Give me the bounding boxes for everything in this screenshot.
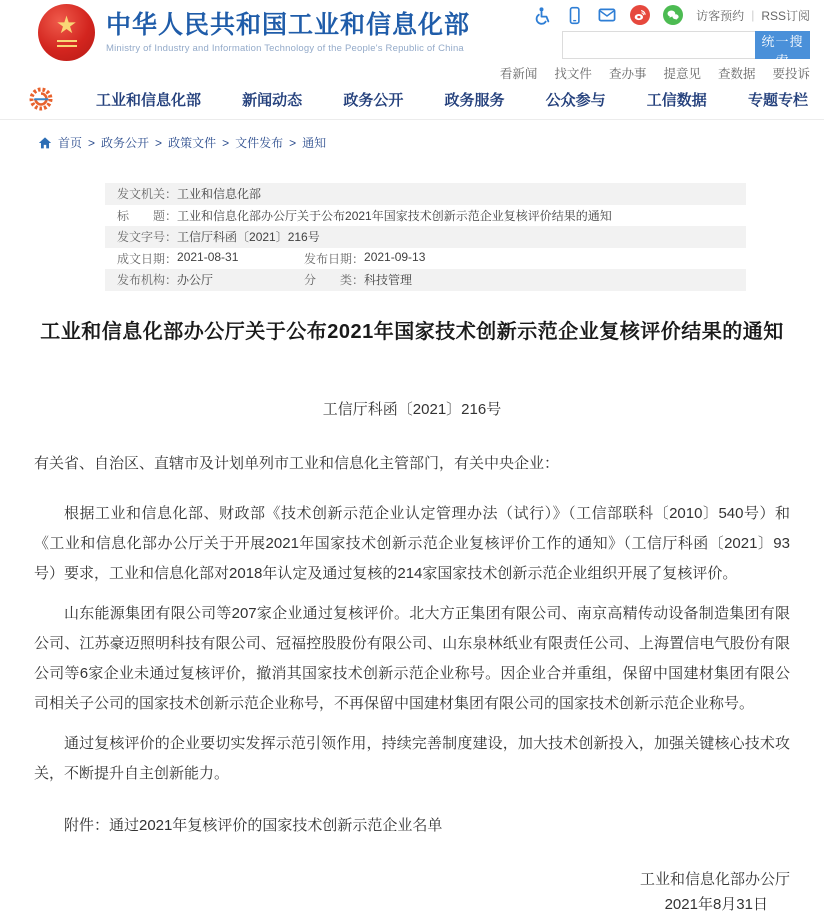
- nav-item-miit[interactable]: 工业和信息化部: [96, 91, 202, 109]
- nav-item-gov-disclosure[interactable]: 政务公开: [343, 91, 404, 109]
- meta-row-title: [105, 205, 746, 227]
- site-logo[interactable]: [38, 4, 470, 61]
- meta-value: 2021-08-31: [177, 249, 239, 264]
- article-doc-number: 工信厅科函〔2021〕216号: [322, 400, 502, 418]
- meta-value: 科技管理: [364, 273, 413, 288]
- signature-agency: 工业和信息化部办公厅: [639, 870, 790, 888]
- meta-row-dates: [105, 248, 746, 270]
- meta-row-publisher-category: [105, 269, 746, 291]
- article-title: 工业和信息化部办公厅关于公布2021年国家技术创新示范企业复核评价结果的通知: [40, 320, 784, 343]
- quick-links: [500, 64, 810, 82]
- nav-item-news[interactable]: 新闻动态: [242, 91, 303, 109]
- meta-label: 标 题：: [117, 208, 178, 223]
- article-salutation: 有关省、自治区、直辖市及计划单列市工业和信息化主管部门，有关中央企业：: [34, 454, 560, 472]
- quick-link-documents[interactable]: 找文件: [554, 67, 592, 81]
- breadcrumb-policy-documents[interactable]: 政策文件: [168, 136, 217, 150]
- mobile-icon[interactable]: [564, 5, 584, 25]
- nav-item-public-participation[interactable]: 公众参与: [545, 91, 606, 109]
- accessibility-icon[interactable]: [531, 5, 551, 25]
- meta-value: 工业和信息化部办公厅关于公布2021年国家技术创新示范企业复核评价结果的通知: [177, 208, 612, 223]
- topbar: [531, 5, 810, 25]
- meta-value: 2021-09-13: [364, 249, 426, 264]
- meta-label: 发文字号：: [117, 230, 178, 245]
- article-paragraph: 山东能源集团有限公司等207家企业通过复核评价。北大方正集团有限公司、南京高精传动设备制造集团有限公司、江苏豪迈照明科技有限公司、冠福控股股份有限公司、山东泉林纸业有限责任公司、上海置信电气股份有限公司等6家企业未通过复核评价，撤消其国家技术创新示范企业称号。因企业合并重组，保留中国建材集团有限公司相关子公司的国家技术创新示范企业称号，不再保留中国建材集团有限公司的国家技术创新示范企业称号。: [34, 604, 790, 712]
- nav-item-miit-data[interactable]: 工信数据: [646, 91, 707, 109]
- meta-value: 工业和信息化部: [177, 187, 262, 202]
- article-attachment-line: 附件：通过2021年复核评价的国家技术创新示范企业名单: [64, 816, 443, 834]
- quick-link-suggestions[interactable]: 提意见: [663, 67, 701, 81]
- search-input[interactable]: [562, 31, 755, 59]
- national-emblem-icon: ★: [38, 4, 95, 61]
- breadcrumb-separator: >: [155, 135, 163, 150]
- meta-value: 工信厅科函〔2021〕216号: [177, 230, 320, 245]
- article: [34, 318, 790, 917]
- signature-block: [34, 867, 790, 917]
- quick-link-complaints[interactable]: 要投诉: [772, 67, 810, 81]
- signature-date: 2021年8月31日: [664, 895, 768, 913]
- breadcrumb-gov-disclosure[interactable]: 政务公开: [101, 136, 150, 150]
- breadcrumb-separator: >: [88, 135, 96, 150]
- nav-item-special-topics[interactable]: 专题专栏: [747, 91, 808, 109]
- weibo-icon[interactable]: [630, 5, 650, 25]
- quick-link-services[interactable]: 查办事: [608, 67, 647, 81]
- meta-row-issuing-agency: [105, 183, 746, 205]
- article-paragraph: 通过复核评价的企业要切实发挥示范引领作用，持续完善制度建设，加大技术创新投入，加强关键核心技术攻关，不断提升自主创新能力。: [34, 734, 790, 782]
- breadcrumb-separator: >: [289, 135, 297, 150]
- miit-gear-logo-icon: [28, 86, 54, 112]
- main-nav: [0, 79, 824, 120]
- wechat-icon[interactable]: [663, 5, 683, 25]
- breadcrumb-home[interactable]: 首页: [58, 136, 83, 150]
- mail-icon[interactable]: [597, 5, 617, 25]
- quick-link-data[interactable]: 查数据: [717, 67, 756, 81]
- home-icon[interactable]: [38, 136, 52, 150]
- unified-search-button[interactable]: 统一搜索: [755, 31, 810, 59]
- topbar-divider: |: [751, 8, 755, 22]
- meta-value: 办公厅: [177, 273, 214, 288]
- meta-label: 分 类：: [304, 273, 365, 288]
- nav-item-gov-services[interactable]: 政务服务: [444, 91, 505, 109]
- search-bar: [562, 31, 810, 68]
- site-header: [0, 0, 824, 79]
- rss-subscribe-link[interactable]: RSS订阅: [761, 8, 810, 23]
- site-subtitle: Ministry of Industry and Information Technology of the People's Republic of China: [106, 43, 464, 55]
- breadcrumb: [38, 134, 824, 151]
- breadcrumb-separator: >: [222, 135, 230, 150]
- meta-row-doc-number: [105, 226, 746, 248]
- breadcrumb-document-release[interactable]: 文件发布: [235, 136, 284, 150]
- breadcrumb-notice[interactable]: 通知: [302, 136, 327, 150]
- meta-label: 发布日期：: [304, 251, 365, 266]
- quick-link-news[interactable]: 看新闻: [499, 67, 538, 81]
- document-meta-table: [105, 183, 746, 291]
- meta-label: 发布机构：: [117, 273, 178, 288]
- visitor-appointment-link[interactable]: 访客预约: [696, 8, 745, 23]
- article-paragraph: 根据工业和信息化部、财政部《技术创新示范企业认定管理办法（试行）》（工信部联科〔2010〕540号）和《工业和信息化部办公厅关于开展2021年国家技术创新示范企业复核评价工作的通知》（工信厅科函〔2021〕93号）要求，工业和信息化部对2018年认定及通过复核的214家国家技术创新示范企业组织开展了复核评价。: [34, 504, 790, 582]
- meta-label: 成文日期：: [117, 251, 178, 266]
- site-title: 中华人民共和国工业和信息化部: [106, 10, 471, 39]
- meta-label: 发文机关：: [117, 187, 178, 202]
